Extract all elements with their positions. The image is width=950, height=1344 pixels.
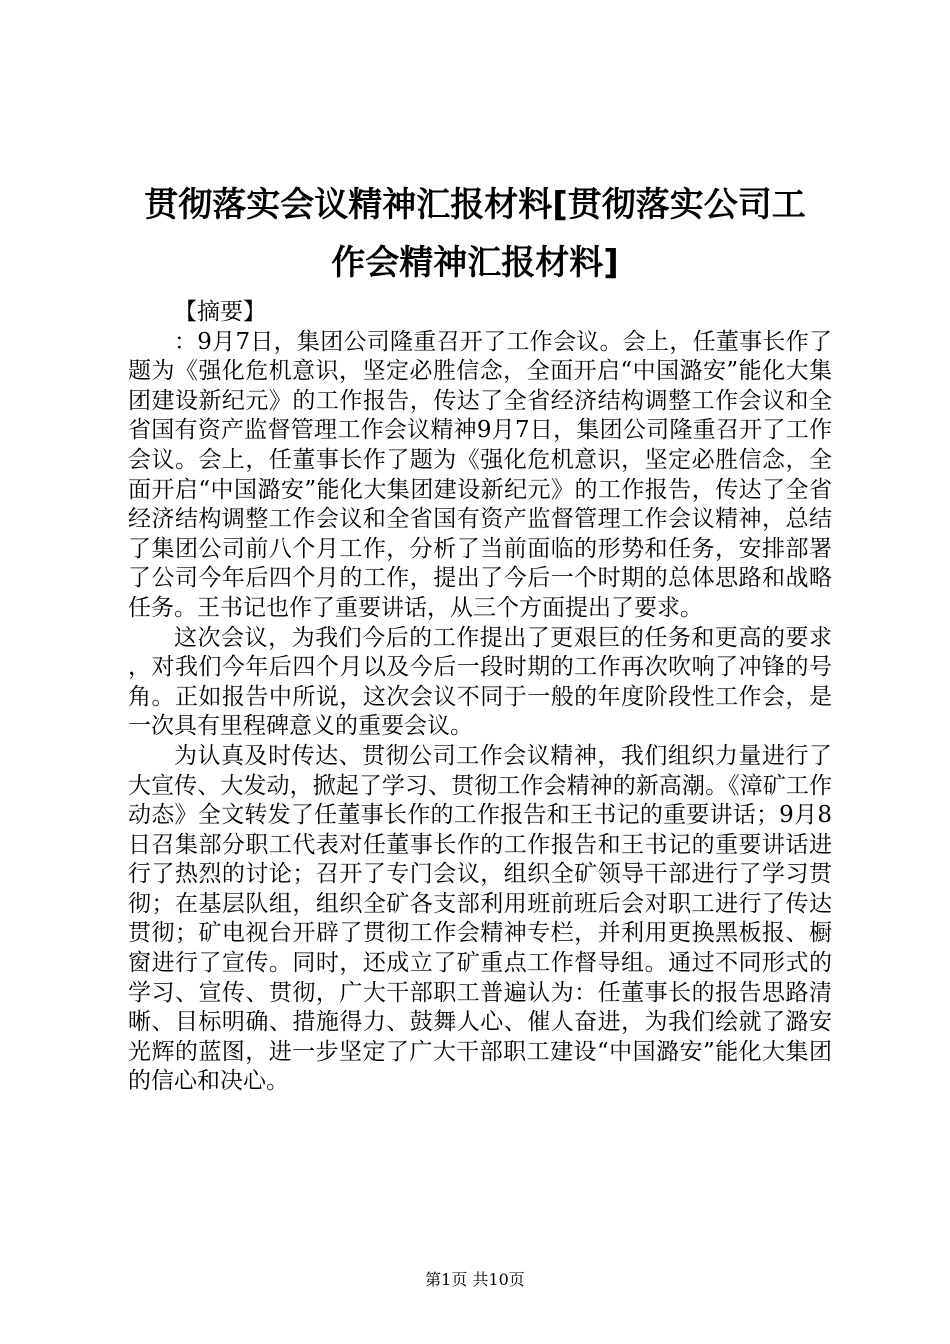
document-title-line-2: 作会精神汇报材料] bbox=[331, 243, 619, 283]
document-title bbox=[110, 176, 840, 292]
page-number-footer: 第1页 共10页 bbox=[425, 1270, 525, 1289]
document-title-line-1: 贯彻落实会议精神汇报材料[贯彻落实公司工 bbox=[144, 185, 806, 225]
paragraph-2: 这次会议，为我们今后的工作提出了更艰巨的任务和更高的要求，对我们今年后四个月以及今后一段时期的工作再次吹响了冲锋的号角。正如报告中所说，这次会议不同于一般的年度阶段性工作会，是一次具有里程碑意义的重要会议。 bbox=[128, 624, 832, 740]
abstract-heading: 【摘要】 bbox=[174, 299, 266, 325]
paragraph-1: ：9月7日，集团公司隆重召开了工作会议。会上，任董事长作了题为《强化危机意识，坚定必胜信念，全面开启“中国潞安”能化大集团建设新纪元》的工作报告，传达了全省经济结构调整工作会议和全省国有资产监督管理工作会议精神9月7日，集团公司隆重召开了工作会议。会上，任董事长作了题为《强化危机意识，坚定必胜信念，全面开启“中国潞安”能化大集团建设新纪元》的工作报告，传达了全省经济结构调整工作会议和全省国有资产监督管理工作会议精神，总结了集团公司前八个月工作，分析了当前面临的形势和任务，安排部署了公司今年后四个月的工作，提出了今后一个时期的总体思路和战略任务。王书记也作了重要讲话，从三个方面提出了要求。 bbox=[128, 328, 832, 621]
paragraph-3: 为认真及时传达、贯彻公司工作会议精神，我们组织力量进行了大宣传、大发动，掀起了学习、贯彻工作会精神的新高潮。《漳矿工作动态》全文转发了任董事长作的工作报告和王书记的重要讲话；9月8日召集部分职工代表对任董事长作的工作报告和王书记的重要讲话进行了热烈的讨论；召开了专门会议，组织全矿领导干部进行了学习贯彻；在基层队组，组织全矿各支部利用班前班后会对职工进行了传达贯彻；矿电视台开辟了贯彻工作会精神专栏，并利用更换黑板报、橱窗进行了宣传。同时，还成立了矿重点工作督导组。通过不同形式的学习、宣传、贯彻，广大干部职工普遍认为：任董事长的报告思路清晰、目标明确、措施得力、鼓舞人心、催人奋进，为我们绘就了潞安光辉的蓝图，进一步坚定了广大干部职工建设“中国潞安”能化大集团的信心和决心。 bbox=[128, 742, 832, 1095]
document-body bbox=[128, 298, 832, 1097]
